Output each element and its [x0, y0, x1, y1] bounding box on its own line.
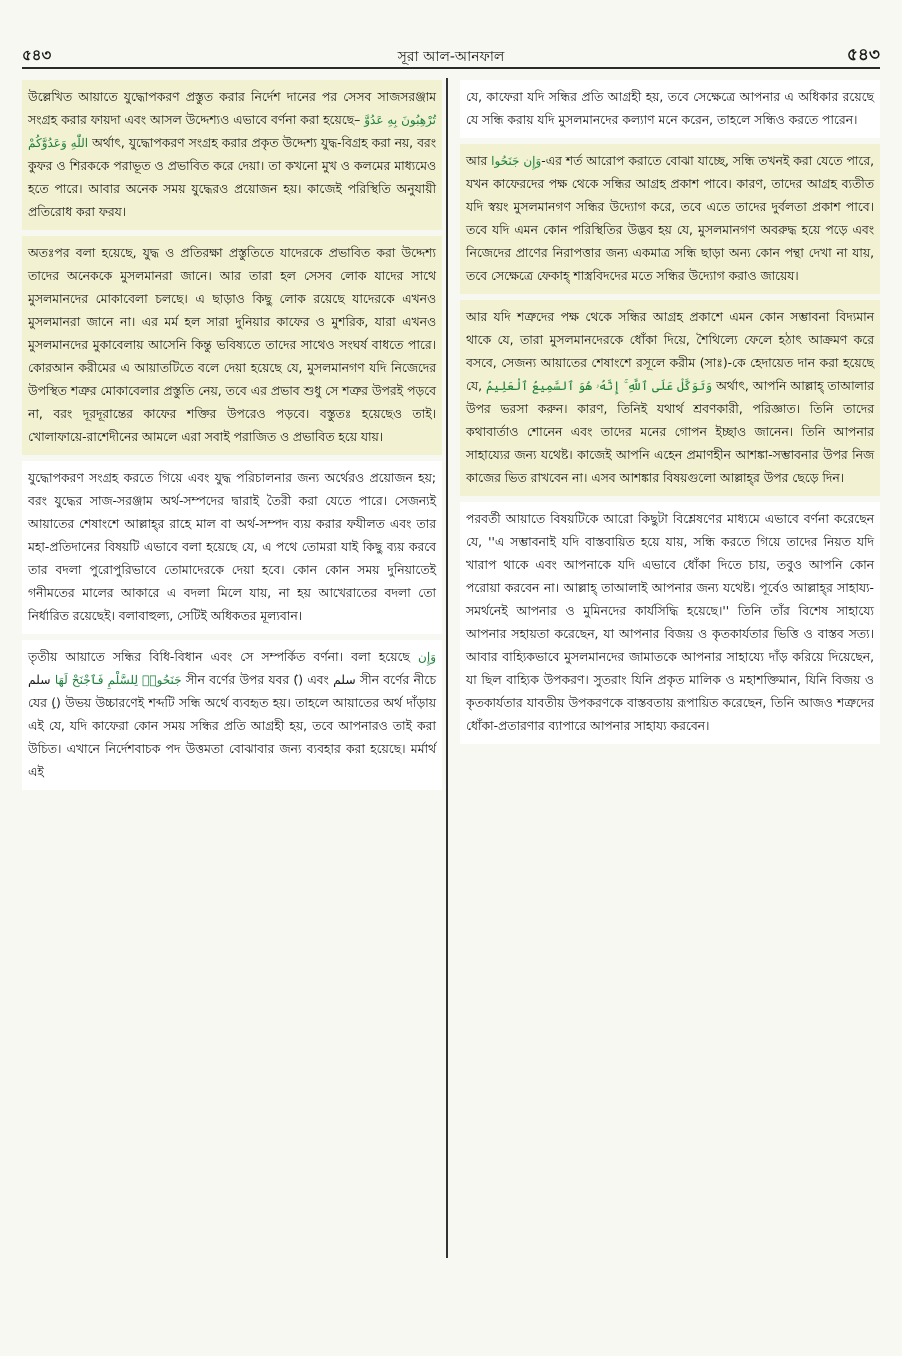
- paragraph-r4: পরবর্তী আয়াতে বিষয়টিকে আরো কিছুটা বিশ্লেষণের মাধ্যমে এভাবে বর্ণনা করেছেন যে, ''এ সম্ভাবনাই যদি বাস্তবায়িত হয়ে যায়, সন্ধি করতে গিয়ে তাদের নিয়ত যদি খারাপ থাকে এবং আপনাকে যদি এভাবে ধোঁকা দিতে চায়, তবুও আপনি কোন পরোয়া করবেন না। আল্লাহ্‌ তাআলাই আপনার জন্য যথেষ্ট। পূর্বেও আল্লাহ্‌র সাহায্য-সমর্থনেই আপনার ও মুমিনদের কার্যসিদ্ধি হয়েছে।'' তিনি তাঁর বিশেষ সাহায্যে আপনার সহায়তা করেছেন, যা আপনার বিজয় ও কৃতকার্যতার ভিত্তি ও বাস্তব সত্য। আবার বাহ্যিকভাবে মুসলমানদের জামাতকে আপনার সাহায্যে দাঁড় করিয়ে দিয়েছেন, যা ছিল বাহ্যিক উপকরণ। সুতরাং যিনি প্রকৃত মালিক ও মহাশক্তিমান, যিনি বিজয় ও কৃতকার্যতার যাবতীয় উপকরণকে বাস্তবতায় রূপায়িত করেছেন, তিনি আজও শত্রুদের ধোঁকা-প্রতারণার ব্যাপারে আপনার সাহায্য করবেন।: [460, 502, 880, 744]
- page-title: সূরা আল-আনফাল: [397, 49, 505, 65]
- right-column: [460, 80, 880, 1260]
- paragraph-l2: অতঃপর বলা হয়েছে, যুদ্ধ ও প্রতিরক্ষা প্রস্তুতিতে যাদেরকে প্রভাবিত করা উদ্দেশ্য তাদের অনেককে মুসলমানরা জানে। আর তারা হল সেসব লোক যাদের সাথে মুসলমানদের মোকাবেলা চলছে। এ ছাড়াও কিছু লোক রয়েছে যাদেরকে এখনও মুসলমানরা জানে না। এর মর্ম হল সারা দুনিয়ার কাফের ও মুশরিক, যারা এখনও মুসলমানদের মুকাবেলায় আসেনি কিন্তু ভবিষ্যতে তাদের সাথেও সংঘর্ষ বাধতে পারে। কোরআন করীমের এ আয়াতটিতে বলে দেয়া হয়েছে যে, মুসলমানগণ যদি নিজেদের উপস্থিত শত্রুর মোকাবেলার প্রস্তুতি নেয়, তবে এর প্রভাব শুধু সে শত্রুর উপরই পড়বে না, বরং দূরদূরান্তের কাফের শক্তির উপরেও পড়বে। বস্তুতঃ হয়েছেও তাই। খোলাফায়ে-রাশেদীনের আমলে এরা সবাই পরাজিত ও প্রভাবিত হয়ে যায়।: [22, 236, 442, 455]
- paragraph-l4: তৃতীয় আয়াতে সন্ধির বিধি-বিধান এবং সে সম্পর্কিত বর্ণনা। বলা হয়েছে وَإِن جَنَحُوا۟ لِلسَّلْمِ فَٱجْنَحْ لَهَا سلم সীন বর্ণের উপর যবর (َ) এবং سلم সীন বর্ণের নীচে যের (ِ) উভয় উচ্চারণেই শব্দটি সন্ধি অর্থে ব্যবহৃত হয়। তাহলে আয়াতের অর্থ দাঁড়ায় এই যে, যদি কাফেরা কোন সময় সন্ধির প্রতি আগ্রহী হয়, তবে আপনারও তাই করা উচিত। এখানে নির্দেশবাচক পদ উত্তমতা বোঝাবার জন্য ব্যবহার করা হয়েছে। মর্মার্থ এই: [22, 640, 442, 790]
- arabic-verse: وَتَوَكَّلْ عَلَى ٱللَّهِ ۚ إِنَّهُۥ هُوَ ٱلسَّمِيعُ ٱلْعَلِيمُ: [485, 379, 713, 393]
- paragraph-r1: যে, কাফেরা যদি সন্ধির প্রতি আগ্রহী হয়, তবে সেক্ষেত্রে আপনার এ অধিকার রয়েছে যে সন্ধি করায় যদি মুসলমানদের কল্যাণ মনে করেন, তাহলে সন্ধিও করতে পারেন।: [460, 80, 880, 138]
- paragraph-l1: উল্লেখিত আয়াতে যুদ্ধোপকরণ প্রস্তুত করার নির্দেশ দানের পর সেসব সাজসরঞ্জাম সংগ্রহ করার ফায়দা এবং আসল উদ্দেশ্যও এভাবে বর্ণনা করা হয়েছে– تُرْهِبُونَ بِهِ عَدُوَّ اللّٰهِ وَعَدُوَّكُمْ অর্থাৎ, যুদ্ধোপকরণ সংগ্রহ করার প্রকৃত উদ্দেশ্য যুদ্ধ-বিগ্রহ করা নয়, বরং কুফর ও শিরককে পরাভূত ও প্রভাবিত করে দেয়া। তা কখনো মুখ ও কলমের মাধ্যমেও হতে পারে। আবার অনেক সময় যুদ্ধেরও প্রয়োজন হয়। কাজেই পরিস্থিতি অনুযায়ী প্রতিরোধ করা ফরয।: [22, 80, 442, 230]
- arabic-verse: وَإِن جَنَحُوا۟ لِلسَّلْمِ فَٱجْنَحْ لَهَا: [54, 650, 436, 687]
- arabic-verse: تُرْهِبُونَ بِهِ عَدُوَّ اللّٰهِ وَعَدُوَّكُمْ: [28, 113, 436, 150]
- page-header: [22, 44, 880, 66]
- paragraph-r2: আর وَإِن جَنَحُوا-এর শর্ত আরোপ করাতে বোঝা যাচ্ছে, সন্ধি তখনই করা যেতে পারে, যখন কাফেরদের পক্ষ থেকে সন্ধির আগ্রহ প্রকাশ পাবে। কারণ, তাদের আগ্রহ ব্যতীত যদি স্বয়ং মুসলমানগণ সন্ধির উদ্যোগ করে, তবে এতে তাদের দুর্বলতা প্রকাশ পাবে। তবে যদি এমন কোন পরিস্থিতির উদ্ভব হয় যে, মুসলমানগণ অবরুদ্ধ হয়ে পড়ে এবং নিজেদের প্রাণের নিরাপত্তার জন্য একমাত্র সন্ধি ছাড়া অন্য কোন পন্থা দেখা না যায়, তবে সেক্ষেত্রে ফেকাহ্‌ শাস্ত্রবিদদের মতে সন্ধির উদ্যোগ করাও জায়েয।: [460, 144, 880, 294]
- page-number-left: ৫৪৩: [22, 46, 52, 64]
- header-rule: [22, 67, 880, 69]
- page-number-right: ৫৪৩: [846, 45, 880, 65]
- paragraph-r3: আর যদি শত্রুদের পক্ষ থেকে সন্ধির আগ্রহ প্রকাশে এমন কোন সম্ভাবনা বিদ্যমান থাকে যে, তারা মুসলমানদেরকে ধোঁকা দিয়ে, শৈথিল্যে ফেলে হঠাৎ আক্রমণ করে বসবে, সেজন্য আয়াতের শেষাংশে রসূলে করীম (সাঃ)-কে হেদায়েত দান করা হয়েছে যে, وَتَوَكَّلْ عَلَى ٱللَّهِ ۚ إِنَّهُۥ هُوَ ٱلسَّمِيعُ ٱلْعَلِيمُ অর্থাৎ, আপনি আল্লাহ্‌ তাআলার উপর ভরসা করুন। কারণ, তিনিই যথার্থ শ্রবণকারী, পরিজ্ঞাত। তিনি তাদের কথাবার্তাও শোনেন এবং তাদের মনের গোপন ইচ্ছাও জানেন। তিনি আপনার সাহায্যের জন্য যথেষ্ট। কাজেই আপনি এহেন প্রমাণহীন আশঙ্কা-সম্ভাবনার উপর নিজ কাজের ভিত রাখবেন না। এসব আশঙ্কার বিষয়গুলো আল্লাহ্‌র উপর ছেড়ে দিন।: [460, 300, 880, 496]
- arabic-verse: وَإِن جَنَحُوا: [491, 154, 542, 168]
- left-column: [22, 80, 442, 1260]
- column-divider: [446, 78, 448, 1258]
- paragraph-l3: যুদ্ধোপকরণ সংগ্রহ করতে গিয়ে এবং যুদ্ধ পরিচালনার জন্য অর্থেরও প্রয়োজন হয়; বরং যুদ্ধের সাজ-সরঞ্জাম অর্থ-সম্পদের দ্বারাই তৈরী করা যেতে পারে। সেজন্যই আয়াতের শেষাংশে আল্লাহ্‌র রাহে মাল বা অর্থ-সম্পদ ব্যয় করার ফযীলত এবং তার মহা-প্রতিদানের বিষয়টি এভাবে বলা হয়েছে যে, এ পথে তোমরা যাই কিছু ব্যয় করবে তার বদলা পুরোপুরিভাবে তোমাদেরকে দেয়া হবে। কোন কোন সময় দুনিয়াতেই গনীমতের মালের আকারে এ বদলা মিলে যায়, না হয় আখেরাতের বদলা তো নির্ধারিত রয়েছেই। বলাবাহুল্য, সেটিই অধিকতর মূল্যবান।: [22, 461, 442, 634]
